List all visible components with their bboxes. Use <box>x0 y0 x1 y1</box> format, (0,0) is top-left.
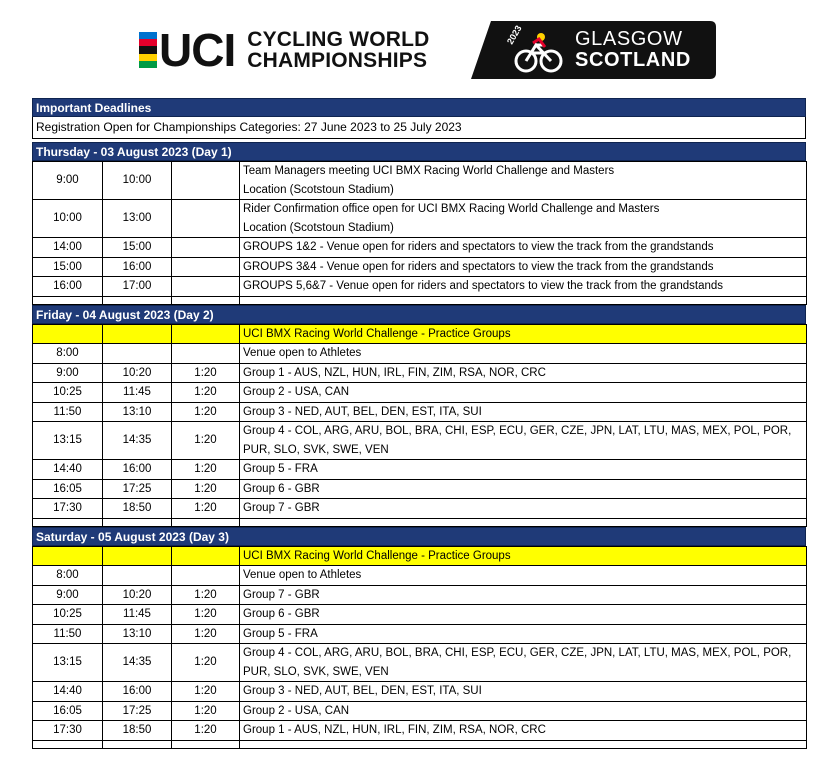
end-time-cell: 13:10 <box>103 624 172 644</box>
empty-cell <box>240 518 807 526</box>
start-time-cell: 9:00 <box>33 585 103 605</box>
description-line: Group 1 - AUS, NZL, HUN, IRL, FIN, ZIM, RSA, NOR, CRC <box>243 724 546 736</box>
end-time-cell: 17:25 <box>103 479 172 499</box>
table-row <box>33 383 807 403</box>
empty-cell <box>172 324 240 344</box>
deadlines-text: Registration Open for Championships Categories: 27 June 2023 to 25 July 2023 <box>32 117 806 139</box>
badge-year: 2023 <box>505 23 524 46</box>
empty-cell <box>33 296 103 304</box>
description-line: GROUPS 1&2 - Venue open for riders and spectators to view the track from the grandstands <box>243 241 714 253</box>
end-time-cell: 15:00 <box>103 238 172 258</box>
start-time-cell: 14:40 <box>33 460 103 480</box>
badge-city: GLASGOW <box>575 28 683 50</box>
start-time-cell: 13:15 <box>33 644 103 682</box>
duration-cell <box>172 344 240 364</box>
duration-cell: 1:20 <box>172 422 240 460</box>
table-row <box>33 344 807 364</box>
description-cell <box>240 200 807 238</box>
description-cell <box>240 605 807 625</box>
end-time-cell: 18:50 <box>103 499 172 519</box>
duration-cell: 1:20 <box>172 682 240 702</box>
table-row <box>33 624 807 644</box>
description-line: Location (Scotstoun Stadium) <box>243 183 394 196</box>
start-time-cell: 10:25 <box>33 383 103 403</box>
duration-cell: 1:20 <box>172 585 240 605</box>
end-time-cell: 17:25 <box>103 701 172 721</box>
table-row <box>33 644 807 682</box>
table-row <box>33 701 807 721</box>
start-time-cell: 15:00 <box>33 257 103 277</box>
description-cell <box>240 721 807 741</box>
description-cell <box>240 363 807 383</box>
duration-cell: 1:20 <box>172 479 240 499</box>
description-cell <box>240 383 807 403</box>
duration-cell: 1:20 <box>172 460 240 480</box>
end-time-cell: 14:35 <box>103 422 172 460</box>
section-row <box>33 546 807 566</box>
description-line: Group 4 - COL, ARG, ARU, BOL, BRA, CHI, ESP, ECU, GER, CZE, JPN, LAT, LTU, MAS, MEX, POL, POR, <box>243 647 792 659</box>
duration-cell: 1:20 <box>172 499 240 519</box>
end-time-cell: 11:45 <box>103 605 172 625</box>
end-time-cell: 17:00 <box>103 277 172 297</box>
day-header: Saturday - 05 August 2023 (Day 3) <box>32 527 806 546</box>
start-time-cell: 11:50 <box>33 624 103 644</box>
rainbow-stripes-icon <box>139 32 157 68</box>
empty-cell <box>33 740 103 748</box>
table-row <box>33 363 807 383</box>
duration-cell: 1:20 <box>172 624 240 644</box>
empty-cell <box>103 740 172 748</box>
empty-cell <box>172 296 240 304</box>
duration-cell <box>172 238 240 258</box>
description-line: Group 5 - FRA <box>243 463 318 475</box>
rainbow-stripe <box>139 39 157 46</box>
table-row <box>33 200 807 238</box>
end-time-cell: 13:10 <box>103 402 172 422</box>
description-line: PUR, SLO, SVK, SWE, VEN <box>243 443 389 456</box>
rainbow-stripe <box>139 54 157 61</box>
spacer-row <box>33 518 807 526</box>
table-row <box>33 277 807 297</box>
start-time-cell: 16:05 <box>33 701 103 721</box>
start-time-cell: 9:00 <box>33 162 103 200</box>
start-time-cell: 16:00 <box>33 277 103 297</box>
start-time-cell: 10:25 <box>33 605 103 625</box>
table-row <box>33 499 807 519</box>
description-line: Group 2 - USA, CAN <box>243 704 350 717</box>
end-time-cell: 13:00 <box>103 200 172 238</box>
end-time-cell: 16:00 <box>103 682 172 702</box>
championship-title-line2: CHAMPIONSHIPS <box>247 49 428 72</box>
day-header: Friday - 04 August 2023 (Day 2) <box>32 305 806 324</box>
table-row <box>33 238 807 258</box>
description-cell <box>240 644 807 682</box>
end-time-cell: 18:50 <box>103 721 172 741</box>
description-line: Team Managers meeting UCI BMX Racing World Challenge and Masters <box>243 165 615 177</box>
empty-cell <box>240 296 807 304</box>
duration-cell <box>172 162 240 200</box>
start-time-cell: 9:00 <box>33 363 103 383</box>
table-row <box>33 422 807 460</box>
empty-cell <box>240 740 807 748</box>
table-row <box>33 479 807 499</box>
description-cell <box>240 566 807 586</box>
day-header: Thursday - 03 August 2023 (Day 1) <box>32 142 806 161</box>
championship-title <box>247 29 429 71</box>
start-time-cell: 14:00 <box>33 238 103 258</box>
deadlines-header: Important Deadlines <box>32 98 806 117</box>
duration-cell <box>172 200 240 238</box>
empty-cell <box>172 546 240 566</box>
end-time-cell: 16:00 <box>103 257 172 277</box>
description-line: Group 1 - AUS, NZL, HUN, IRL, FIN, ZIM, RSA, NOR, CRC <box>243 366 546 379</box>
schedule-table <box>32 324 807 527</box>
description-cell <box>240 479 807 499</box>
section-row <box>33 324 807 344</box>
rainbow-stripe <box>139 61 157 68</box>
table-row <box>33 257 807 277</box>
empty-cell <box>33 518 103 526</box>
description-line: Group 3 - NED, AUT, BEL, DEN, EST, ITA, SUI <box>243 405 482 418</box>
glasgow-scotland-badge <box>471 21 716 79</box>
duration-cell: 1:20 <box>172 402 240 422</box>
start-time-cell: 16:05 <box>33 479 103 499</box>
end-time-cell: 14:35 <box>103 644 172 682</box>
badge-country: SCOTLAND <box>575 49 691 71</box>
empty-cell <box>103 324 172 344</box>
description-cell <box>240 257 807 277</box>
description-line: Venue open to Athletes <box>243 347 362 359</box>
duration-cell: 1:20 <box>172 644 240 682</box>
championship-title-line1: CYCLING WORLD <box>247 28 430 51</box>
empty-cell <box>103 546 172 566</box>
badge-location <box>575 29 691 71</box>
description-cell <box>240 277 807 297</box>
empty-cell <box>172 518 240 526</box>
page-header <box>0 0 828 92</box>
empty-cell <box>103 518 172 526</box>
description-cell <box>240 238 807 258</box>
uci-logo <box>139 24 430 76</box>
description-line: Group 2 - USA, CAN <box>243 386 350 398</box>
rainbow-stripe <box>139 46 157 53</box>
description-line: GROUPS 3&4 - Venue open for riders and spectators to view the track from the grandstands <box>243 260 714 273</box>
description-line: Location (Scotstoun Stadium) <box>243 221 394 234</box>
description-line: Group 4 - COL, ARG, ARU, BOL, BRA, CHI, ESP, ECU, GER, CZE, JPN, LAT, LTU, MAS, MEX, POL, POR, <box>243 425 792 437</box>
table-row <box>33 721 807 741</box>
duration-cell: 1:20 <box>172 383 240 403</box>
description-cell <box>240 624 807 644</box>
description-cell <box>240 422 807 460</box>
table-row <box>33 605 807 625</box>
end-time-cell: 11:45 <box>103 383 172 403</box>
empty-cell <box>172 740 240 748</box>
empty-cell <box>33 324 103 344</box>
uci-wordmark: UCI <box>159 24 236 76</box>
description-cell <box>240 701 807 721</box>
description-cell <box>240 162 807 200</box>
description-line: GROUPS 5,6&7 - Venue open for riders and spectators to view the track from the grandstands <box>243 280 724 292</box>
start-time-cell: 14:40 <box>33 682 103 702</box>
duration-cell: 1:20 <box>172 605 240 625</box>
start-time-cell: 17:30 <box>33 499 103 519</box>
rainbow-stripe <box>139 32 157 39</box>
start-time-cell: 11:50 <box>33 402 103 422</box>
duration-cell <box>172 277 240 297</box>
table-row <box>33 402 807 422</box>
table-row <box>33 682 807 702</box>
end-time-cell: 10:00 <box>103 162 172 200</box>
description-line: Group 3 - NED, AUT, BEL, DEN, EST, ITA, SUI <box>243 685 482 697</box>
start-time-cell: 8:00 <box>33 566 103 586</box>
description-cell <box>240 344 807 364</box>
description-cell <box>240 585 807 605</box>
description-cell <box>240 499 807 519</box>
duration-cell: 1:20 <box>172 721 240 741</box>
description-line: Group 6 - GBR <box>243 608 320 620</box>
empty-cell <box>33 546 103 566</box>
table-row <box>33 162 807 200</box>
end-time-cell: 16:00 <box>103 460 172 480</box>
start-time-cell: 8:00 <box>33 344 103 364</box>
table-row <box>33 566 807 586</box>
spacer-row <box>33 740 807 748</box>
description-line: Group 5 - FRA <box>243 627 318 640</box>
table-row <box>33 585 807 605</box>
schedule-table <box>32 161 807 305</box>
description-cell <box>240 402 807 422</box>
description-cell <box>240 460 807 480</box>
description-line: Group 6 - GBR <box>243 482 320 495</box>
description-line: Group 7 - GBR <box>243 588 320 601</box>
duration-cell: 1:20 <box>172 701 240 721</box>
duration-cell <box>172 257 240 277</box>
days-container <box>32 142 806 749</box>
description-line: Rider Confirmation office open for UCI BMX Racing World Challenge and Masters <box>243 203 660 215</box>
end-time-cell <box>103 566 172 586</box>
schedule-sheet <box>32 98 806 749</box>
description-cell <box>240 682 807 702</box>
end-time-cell: 10:20 <box>103 363 172 383</box>
schedule-table <box>32 546 807 749</box>
section-title: UCI BMX Racing World Challenge - Practice Groups <box>240 324 807 344</box>
description-line: Group 7 - GBR <box>243 502 320 514</box>
start-time-cell: 10:00 <box>33 200 103 238</box>
table-row <box>33 460 807 480</box>
duration-cell <box>172 566 240 586</box>
description-line: PUR, SLO, SVK, SWE, VEN <box>243 665 389 678</box>
start-time-cell: 13:15 <box>33 422 103 460</box>
duration-cell: 1:20 <box>172 363 240 383</box>
start-time-cell: 17:30 <box>33 721 103 741</box>
description-line: Venue open to Athletes <box>243 569 362 581</box>
end-time-cell <box>103 344 172 364</box>
section-title: UCI BMX Racing World Challenge - Practice Groups <box>240 546 807 566</box>
end-time-cell: 10:20 <box>103 585 172 605</box>
empty-cell <box>103 296 172 304</box>
spacer-row <box>33 296 807 304</box>
